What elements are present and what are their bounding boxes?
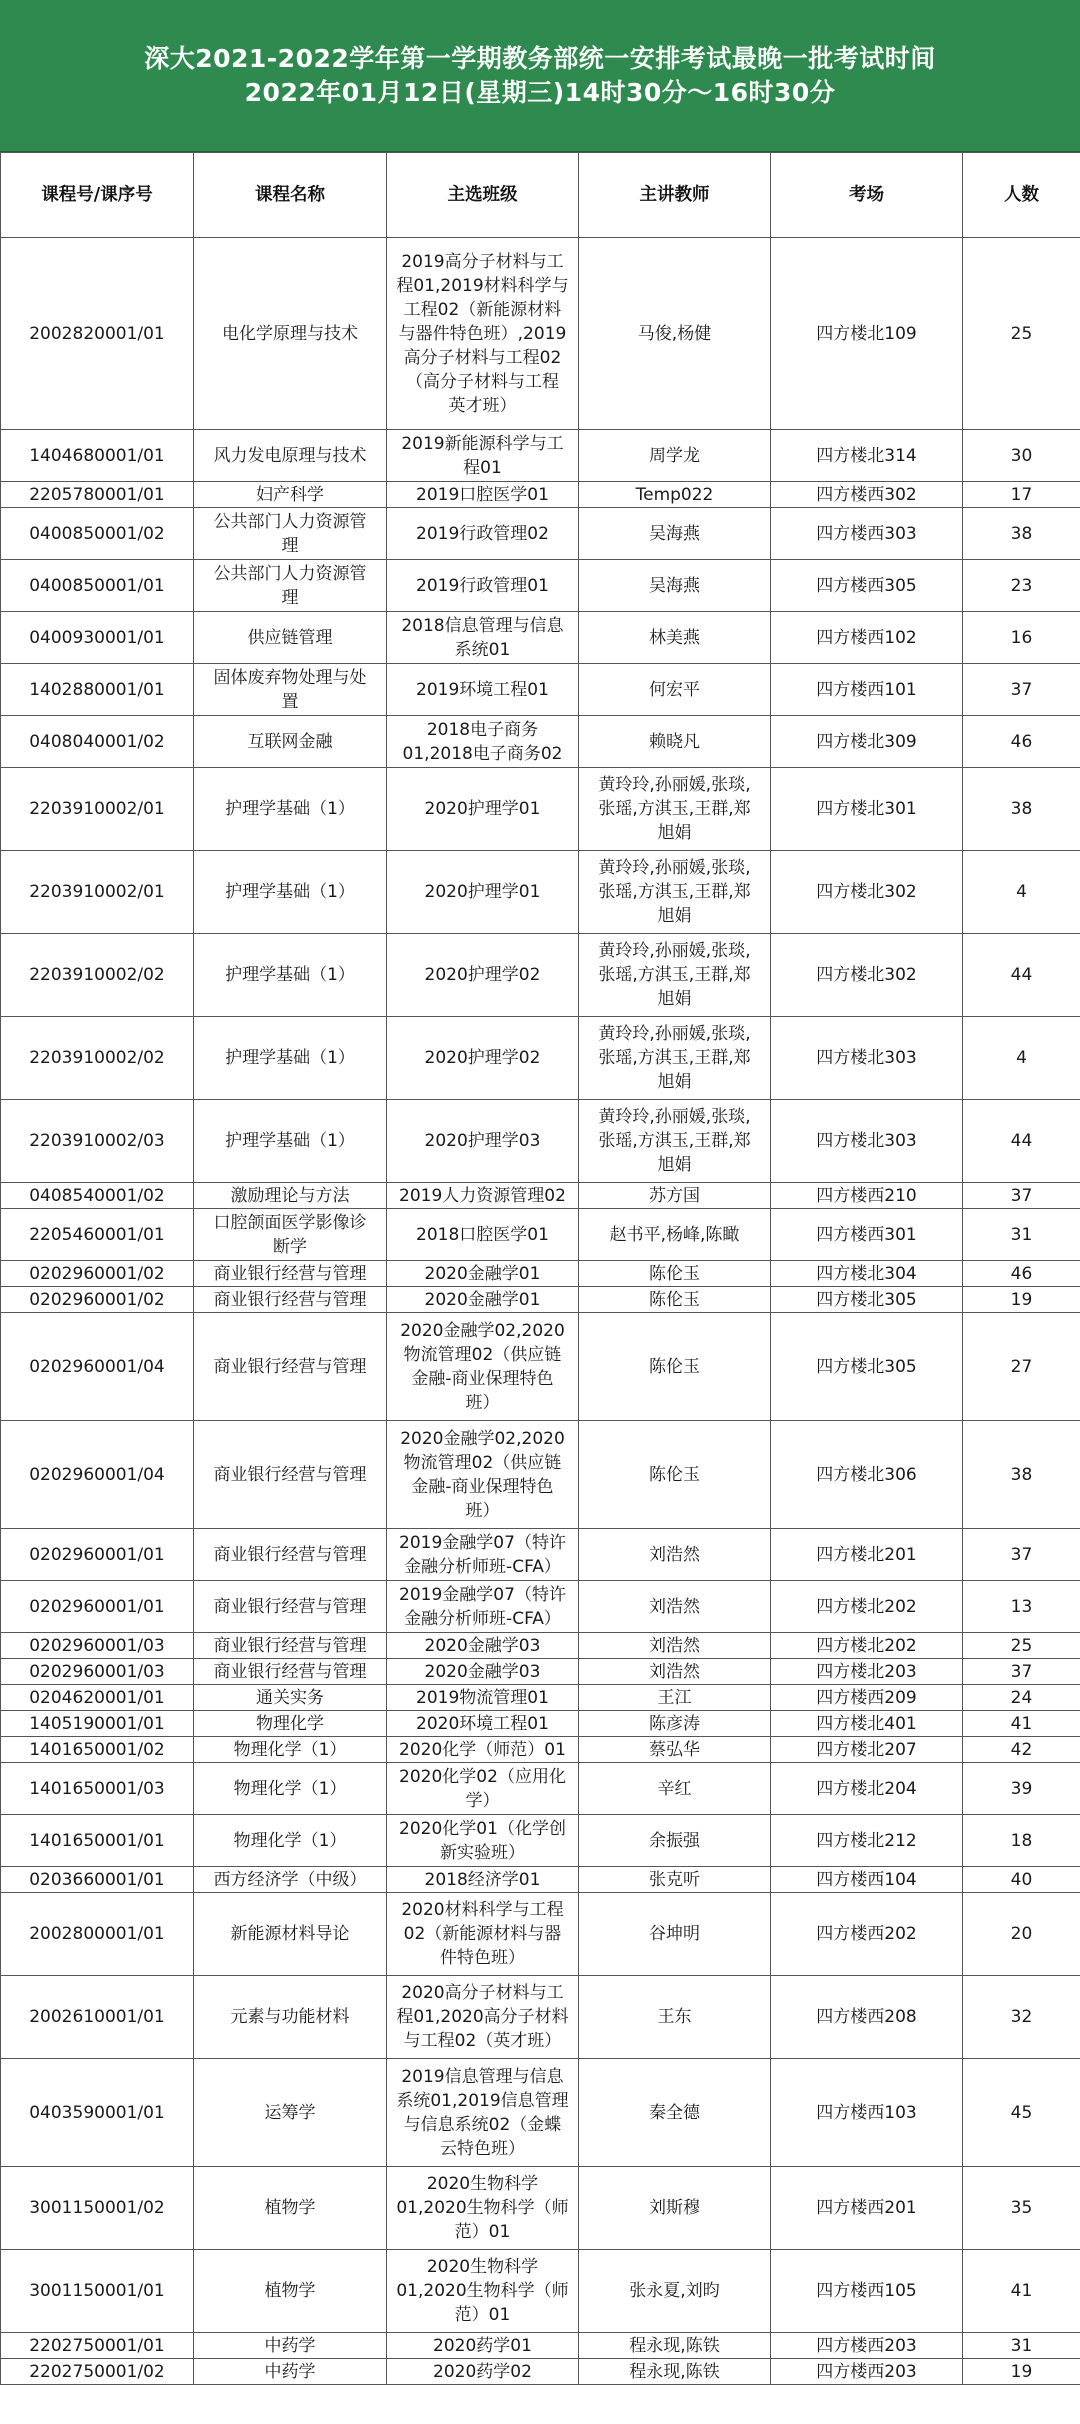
table-header-row — [1, 153, 1080, 238]
cell-code: 0202960001/01 — [1, 1529, 194, 1581]
cell-count: 35 — [963, 2167, 1080, 2250]
cell-course: 植物学 — [194, 2250, 387, 2333]
cell-course: 商业银行经营与管理 — [194, 1421, 387, 1529]
cell-teacher: 刘浩然 — [579, 1633, 771, 1659]
table-row — [1, 768, 1080, 851]
cell-class: 2020护理学02 — [387, 1017, 579, 1100]
cell-room: 四方楼北203 — [771, 1659, 963, 1685]
cell-code: 0400850001/02 — [1, 508, 194, 560]
table-row — [1, 1633, 1080, 1659]
cell-course: 中药学 — [194, 2359, 387, 2385]
cell-class: 2019行政管理01 — [387, 560, 579, 612]
cell-room: 四方楼北304 — [771, 1261, 963, 1287]
cell-teacher: 吴海燕 — [579, 508, 771, 560]
cell-room: 四方楼西103 — [771, 2059, 963, 2167]
cell-class: 2020高分子材料与工 程01,2020高分子材料 与工程02（英才班） — [387, 1976, 579, 2059]
cell-code: 1404680001/01 — [1, 430, 194, 482]
table-row — [1, 716, 1080, 768]
page-title: 深大2021-2022学年第一学期教务部统一安排考试最晚一批考试时间 — [144, 43, 936, 73]
table-row — [1, 1421, 1080, 1529]
table-row — [1, 2359, 1080, 2385]
cell-class: 2020材料科学与工程 02（新能源材料与器 件特色班） — [387, 1893, 579, 1976]
cell-course: 通关实务 — [194, 1685, 387, 1711]
cell-code: 3001150001/01 — [1, 2250, 194, 2333]
cell-room: 四方楼北306 — [771, 1421, 963, 1529]
table-row — [1, 1100, 1080, 1183]
cell-code: 1401650001/01 — [1, 1815, 194, 1867]
cell-count: 46 — [963, 1261, 1080, 1287]
table-row — [1, 1017, 1080, 1100]
cell-class: 2020护理学02 — [387, 934, 579, 1017]
cell-room: 四方楼北305 — [771, 1287, 963, 1313]
cell-course: 商业银行经营与管理 — [194, 1313, 387, 1421]
cell-count: 38 — [963, 768, 1080, 851]
cell-room: 四方楼西201 — [771, 2167, 963, 2250]
cell-room: 四方楼西302 — [771, 482, 963, 508]
cell-code: 0203660001/01 — [1, 1867, 194, 1893]
cell-class: 2019环境工程01 — [387, 664, 579, 716]
cell-count: 38 — [963, 1421, 1080, 1529]
cell-teacher: 赵书平,杨峰,陈瞰 — [579, 1209, 771, 1261]
cell-code: 0202960001/03 — [1, 1633, 194, 1659]
cell-teacher: 刘浩然 — [579, 1659, 771, 1685]
cell-teacher: 陈伦玉 — [579, 1261, 771, 1287]
cell-code: 2002820001/01 — [1, 238, 194, 430]
column-header-course: 课程名称 — [194, 153, 387, 238]
cell-class: 2019人力资源管理02 — [387, 1183, 579, 1209]
cell-count: 17 — [963, 482, 1080, 508]
cell-room: 四方楼北212 — [771, 1815, 963, 1867]
column-header-count: 人数 — [963, 153, 1080, 238]
cell-code: 0202960001/03 — [1, 1659, 194, 1685]
cell-course: 中药学 — [194, 2333, 387, 2359]
cell-teacher: 刘浩然 — [579, 1581, 771, 1633]
cell-class: 2020金融学01 — [387, 1261, 579, 1287]
cell-class: 2020生物科学 01,2020生物科学（师 范）01 — [387, 2167, 579, 2250]
cell-teacher: 林美燕 — [579, 612, 771, 664]
cell-count: 25 — [963, 1633, 1080, 1659]
table-row — [1, 482, 1080, 508]
cell-room: 四方楼西305 — [771, 560, 963, 612]
cell-class: 2020金融学02,2020 物流管理02（供应链 金融-商业保理特色 班） — [387, 1313, 579, 1421]
cell-teacher: 黄玲玲,孙丽媛,张琰, 张瑶,方淇玉,王群,郑 旭娟 — [579, 1017, 771, 1100]
cell-teacher: 陈伦玉 — [579, 1421, 771, 1529]
cell-class: 2018信息管理与信息 系统01 — [387, 612, 579, 664]
cell-class: 2018电子商务 01,2018电子商务02 — [387, 716, 579, 768]
cell-course: 电化学原理与技术 — [194, 238, 387, 430]
column-header-teacher: 主讲教师 — [579, 153, 771, 238]
cell-room: 四方楼西303 — [771, 508, 963, 560]
cell-code: 0202960001/02 — [1, 1287, 194, 1313]
cell-room: 四方楼西301 — [771, 1209, 963, 1261]
cell-room: 四方楼西210 — [771, 1183, 963, 1209]
table-row — [1, 1209, 1080, 1261]
cell-course: 护理学基础（1） — [194, 768, 387, 851]
table-row — [1, 1685, 1080, 1711]
cell-room: 四方楼北207 — [771, 1737, 963, 1763]
cell-count: 45 — [963, 2059, 1080, 2167]
cell-teacher: Temp022 — [579, 482, 771, 508]
cell-class: 2020护理学01 — [387, 768, 579, 851]
cell-class: 2019物流管理01 — [387, 1685, 579, 1711]
cell-class: 2020生物科学 01,2020生物科学（师 范）01 — [387, 2250, 579, 2333]
cell-count: 24 — [963, 1685, 1080, 1711]
cell-room: 四方楼北309 — [771, 716, 963, 768]
cell-code: 2203910002/02 — [1, 1017, 194, 1100]
cell-count: 20 — [963, 1893, 1080, 1976]
cell-code: 2205460001/01 — [1, 1209, 194, 1261]
cell-course: 物理化学（1） — [194, 1737, 387, 1763]
cell-class: 2020药学02 — [387, 2359, 579, 2385]
column-header-code: 课程号/课序号 — [1, 153, 194, 238]
cell-course: 妇产科学 — [194, 482, 387, 508]
cell-code: 0403590001/01 — [1, 2059, 194, 2167]
cell-room: 四方楼西209 — [771, 1685, 963, 1711]
cell-course: 公共部门人力资源管 理 — [194, 508, 387, 560]
cell-code: 2203910002/03 — [1, 1100, 194, 1183]
cell-count: 41 — [963, 2250, 1080, 2333]
cell-code: 0400850001/01 — [1, 560, 194, 612]
cell-count: 19 — [963, 2359, 1080, 2385]
cell-room: 四方楼北303 — [771, 1017, 963, 1100]
header-banner — [0, 0, 1080, 152]
cell-count: 23 — [963, 560, 1080, 612]
table-row — [1, 612, 1080, 664]
cell-course: 互联网金融 — [194, 716, 387, 768]
cell-course: 西方经济学（中级） — [194, 1867, 387, 1893]
cell-code: 0202960001/02 — [1, 1261, 194, 1287]
cell-class: 2019金融学07（特许 金融分析师班-CFA） — [387, 1581, 579, 1633]
cell-class: 2020金融学03 — [387, 1659, 579, 1685]
cell-count: 30 — [963, 430, 1080, 482]
cell-code: 0400930001/01 — [1, 612, 194, 664]
cell-class: 2020金融学03 — [387, 1633, 579, 1659]
cell-teacher: 赖晓凡 — [579, 716, 771, 768]
table-row — [1, 1737, 1080, 1763]
column-header-class: 主选班级 — [387, 153, 579, 238]
table-row — [1, 508, 1080, 560]
cell-room: 四方楼北204 — [771, 1763, 963, 1815]
cell-class: 2019高分子材料与工 程01,2019材料科学与 工程02（新能源材料 与器件特色班）,2019 高分子材料与工程02 （高分子材料与工程 英才班） — [387, 238, 579, 430]
cell-teacher: 张克听 — [579, 1867, 771, 1893]
cell-teacher: 程永现,陈铁 — [579, 2333, 771, 2359]
cell-class: 2020金融学01 — [387, 1287, 579, 1313]
cell-teacher: 黄玲玲,孙丽媛,张琰, 张瑶,方淇玉,王群,郑 旭娟 — [579, 934, 771, 1017]
cell-count: 31 — [963, 1209, 1080, 1261]
cell-room: 四方楼北301 — [771, 768, 963, 851]
column-header-room: 考场 — [771, 153, 963, 238]
table-row — [1, 1313, 1080, 1421]
cell-code: 2203910002/01 — [1, 851, 194, 934]
table-row — [1, 1711, 1080, 1737]
cell-course: 护理学基础（1） — [194, 851, 387, 934]
table-row — [1, 1763, 1080, 1815]
cell-teacher: 秦全德 — [579, 2059, 771, 2167]
cell-code: 0202960001/04 — [1, 1421, 194, 1529]
cell-count: 41 — [963, 1711, 1080, 1737]
cell-room: 四方楼北302 — [771, 934, 963, 1017]
cell-count: 46 — [963, 716, 1080, 768]
cell-teacher: 黄玲玲,孙丽媛,张琰, 张瑶,方淇玉,王群,郑 旭娟 — [579, 768, 771, 851]
cell-class: 2020化学01（化学创 新实验班） — [387, 1815, 579, 1867]
table-row — [1, 1183, 1080, 1209]
cell-count: 16 — [963, 612, 1080, 664]
cell-course: 口腔颌面医学影像诊 断学 — [194, 1209, 387, 1261]
cell-course: 物理化学 — [194, 1711, 387, 1737]
table-row — [1, 1867, 1080, 1893]
cell-course: 商业银行经营与管理 — [194, 1659, 387, 1685]
cell-room: 四方楼西203 — [771, 2359, 963, 2385]
exam-time: 2022年01月12日(星期三)14时30分～16时30分 — [244, 77, 836, 107]
cell-code: 2203910002/01 — [1, 768, 194, 851]
cell-teacher: 辛红 — [579, 1763, 771, 1815]
table-row — [1, 1893, 1080, 1976]
table-row — [1, 2333, 1080, 2359]
cell-teacher: 谷坤明 — [579, 1893, 771, 1976]
cell-course: 商业银行经营与管理 — [194, 1261, 387, 1287]
cell-class: 2019行政管理02 — [387, 508, 579, 560]
cell-code: 1401650001/03 — [1, 1763, 194, 1815]
cell-course: 护理学基础（1） — [194, 1017, 387, 1100]
cell-code: 1402880001/01 — [1, 664, 194, 716]
cell-count: 44 — [963, 1100, 1080, 1183]
cell-code: 1401650001/02 — [1, 1737, 194, 1763]
cell-class: 2019信息管理与信息 系统01,2019信息管理 与信息系统02（金蝶 云特色班） — [387, 2059, 579, 2167]
cell-class: 2019金融学07（特许 金融分析师班-CFA） — [387, 1529, 579, 1581]
cell-room: 四方楼西208 — [771, 1976, 963, 2059]
cell-count: 25 — [963, 238, 1080, 430]
cell-count: 39 — [963, 1763, 1080, 1815]
cell-count: 42 — [963, 1737, 1080, 1763]
cell-room: 四方楼西101 — [771, 664, 963, 716]
cell-class: 2020护理学01 — [387, 851, 579, 934]
cell-class: 2020环境工程01 — [387, 1711, 579, 1737]
cell-room: 四方楼北401 — [771, 1711, 963, 1737]
cell-course: 物理化学（1） — [194, 1815, 387, 1867]
cell-course: 风力发电原理与技术 — [194, 430, 387, 482]
cell-code: 0202960001/04 — [1, 1313, 194, 1421]
table-row — [1, 851, 1080, 934]
cell-count: 37 — [963, 664, 1080, 716]
cell-course: 护理学基础（1） — [194, 1100, 387, 1183]
cell-code: 2202750001/01 — [1, 2333, 194, 2359]
table-row — [1, 934, 1080, 1017]
cell-course: 元素与功能材料 — [194, 1976, 387, 2059]
table-row — [1, 664, 1080, 716]
cell-class: 2020化学02（应用化 学） — [387, 1763, 579, 1815]
table-row — [1, 430, 1080, 482]
cell-class: 2020化学（师范）01 — [387, 1737, 579, 1763]
cell-room: 四方楼西104 — [771, 1867, 963, 1893]
cell-class: 2018经济学01 — [387, 1867, 579, 1893]
cell-teacher: 刘浩然 — [579, 1529, 771, 1581]
cell-code: 2205780001/01 — [1, 482, 194, 508]
table-row — [1, 1976, 1080, 2059]
cell-count: 44 — [963, 934, 1080, 1017]
cell-count: 4 — [963, 851, 1080, 934]
cell-course: 植物学 — [194, 2167, 387, 2250]
cell-code: 2202750001/02 — [1, 2359, 194, 2385]
cell-course: 护理学基础（1） — [194, 934, 387, 1017]
cell-code: 2203910002/02 — [1, 934, 194, 1017]
cell-teacher: 余振强 — [579, 1815, 771, 1867]
cell-class: 2019口腔医学01 — [387, 482, 579, 508]
cell-room: 四方楼西203 — [771, 2333, 963, 2359]
cell-teacher: 苏方国 — [579, 1183, 771, 1209]
cell-count: 13 — [963, 1581, 1080, 1633]
cell-course: 运筹学 — [194, 2059, 387, 2167]
cell-teacher: 刘斯穆 — [579, 2167, 771, 2250]
cell-class: 2020药学01 — [387, 2333, 579, 2359]
cell-class: 2020金融学02,2020 物流管理02（供应链 金融-商业保理特色 班） — [387, 1421, 579, 1529]
cell-teacher: 周学龙 — [579, 430, 771, 482]
cell-room: 四方楼北305 — [771, 1313, 963, 1421]
cell-course: 商业银行经营与管理 — [194, 1529, 387, 1581]
cell-code: 0204620001/01 — [1, 1685, 194, 1711]
cell-code: 0202960001/01 — [1, 1581, 194, 1633]
cell-code: 2002800001/01 — [1, 1893, 194, 1976]
cell-count: 37 — [963, 1529, 1080, 1581]
cell-room: 四方楼北314 — [771, 430, 963, 482]
cell-course: 公共部门人力资源管 理 — [194, 560, 387, 612]
table-row — [1, 1261, 1080, 1287]
cell-count: 38 — [963, 508, 1080, 560]
cell-count: 37 — [963, 1659, 1080, 1685]
cell-room: 四方楼西102 — [771, 612, 963, 664]
cell-room: 四方楼北109 — [771, 238, 963, 430]
cell-room: 四方楼西202 — [771, 1893, 963, 1976]
cell-teacher: 何宏平 — [579, 664, 771, 716]
cell-teacher: 黄玲玲,孙丽媛,张琰, 张瑶,方淇玉,王群,郑 旭娟 — [579, 1100, 771, 1183]
cell-count: 40 — [963, 1867, 1080, 1893]
table-row — [1, 2059, 1080, 2167]
cell-teacher: 王江 — [579, 1685, 771, 1711]
cell-teacher: 程永现,陈铁 — [579, 2359, 771, 2385]
cell-class: 2019新能源科学与工 程01 — [387, 430, 579, 482]
cell-room: 四方楼西105 — [771, 2250, 963, 2333]
cell-count: 32 — [963, 1976, 1080, 2059]
exam-table — [0, 152, 1080, 2385]
cell-room: 四方楼北303 — [771, 1100, 963, 1183]
cell-course: 物理化学（1） — [194, 1763, 387, 1815]
cell-teacher: 张永夏,刘昀 — [579, 2250, 771, 2333]
cell-room: 四方楼北201 — [771, 1529, 963, 1581]
cell-count: 37 — [963, 1183, 1080, 1209]
cell-teacher: 陈彦涛 — [579, 1711, 771, 1737]
cell-course: 新能源材料导论 — [194, 1893, 387, 1976]
cell-teacher: 王东 — [579, 1976, 771, 2059]
cell-code: 2002610001/01 — [1, 1976, 194, 2059]
cell-count: 31 — [963, 2333, 1080, 2359]
cell-teacher: 陈伦玉 — [579, 1313, 771, 1421]
cell-count: 19 — [963, 1287, 1080, 1313]
table-row — [1, 238, 1080, 430]
cell-count: 4 — [963, 1017, 1080, 1100]
cell-course: 商业银行经营与管理 — [194, 1581, 387, 1633]
cell-code: 0408540001/02 — [1, 1183, 194, 1209]
cell-room: 四方楼北202 — [771, 1581, 963, 1633]
table-row — [1, 2167, 1080, 2250]
cell-code: 1405190001/01 — [1, 1711, 194, 1737]
cell-room: 四方楼北202 — [771, 1633, 963, 1659]
cell-count: 18 — [963, 1815, 1080, 1867]
cell-course: 商业银行经营与管理 — [194, 1633, 387, 1659]
table-row — [1, 1529, 1080, 1581]
cell-class: 2018口腔医学01 — [387, 1209, 579, 1261]
cell-course: 固体废弃物处理与处 置 — [194, 664, 387, 716]
cell-teacher: 蔡弘华 — [579, 1737, 771, 1763]
table-row — [1, 1815, 1080, 1867]
table-row — [1, 2250, 1080, 2333]
table-row — [1, 1287, 1080, 1313]
cell-teacher: 吴海燕 — [579, 560, 771, 612]
cell-course: 商业银行经营与管理 — [194, 1287, 387, 1313]
cell-room: 四方楼北302 — [771, 851, 963, 934]
cell-teacher: 黄玲玲,孙丽媛,张琰, 张瑶,方淇玉,王群,郑 旭娟 — [579, 851, 771, 934]
cell-code: 3001150001/02 — [1, 2167, 194, 2250]
table-row — [1, 1659, 1080, 1685]
cell-teacher: 马俊,杨健 — [579, 238, 771, 430]
cell-course: 激励理论与方法 — [194, 1183, 387, 1209]
cell-teacher: 陈伦玉 — [579, 1287, 771, 1313]
cell-code: 0408040001/02 — [1, 716, 194, 768]
cell-class: 2020护理学03 — [387, 1100, 579, 1183]
cell-course: 供应链管理 — [194, 612, 387, 664]
cell-count: 27 — [963, 1313, 1080, 1421]
table-row — [1, 1581, 1080, 1633]
table-row — [1, 560, 1080, 612]
